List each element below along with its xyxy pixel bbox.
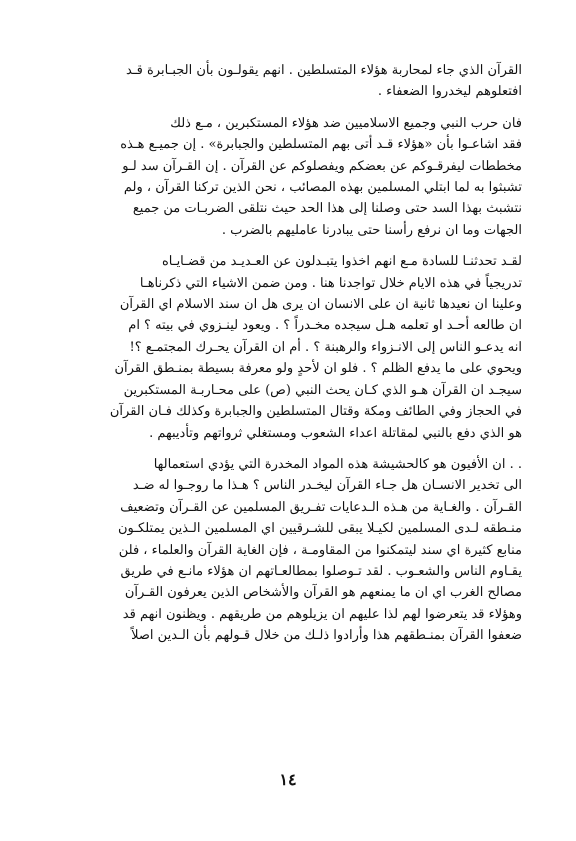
text-line: ان طالعه أحـد او تعلمه هـل سيجده مخـدراً ؟ . ويعود لينـزوي في بيته ؟ ام bbox=[128, 318, 522, 334]
text-line: منابع كثيرة اي سند ليتمكنوا من المقاومـة ، فإن الغاية القرآن والعلماء ، فلن bbox=[118, 542, 522, 558]
text-line: يقـاوم الناس والشعـوب . لقد تـوصلوا بمطالعـاتهم ان هؤلاء مانـع في طريق bbox=[120, 563, 522, 579]
text-line: هو الذي دفع بالنبي لمقاتلة اعداء الشعوب ومستغلي ثرواتهم وتأديبهم . bbox=[149, 425, 522, 441]
text-line: مخططات ليفرقـوكم عن بعضكم ويفصلوكم عن القرآن . إن القـرآن سد لـو bbox=[122, 158, 522, 174]
paragraph-1 bbox=[62, 60, 522, 103]
text-line: سيجـد ان القرآن هـو الذي كـان يحث النبي (ص) على محـاربـة المستكبرين bbox=[123, 382, 522, 398]
text-line: الى تخدير الانسـان هل جـاء القرآن ليخـدر الناس ؟ هـذا ما روجـوا له ضـد bbox=[132, 478, 522, 494]
paragraph-4 bbox=[62, 454, 522, 647]
page-number: ١٤ bbox=[279, 770, 297, 789]
text-line: وهؤلاء قد يتعرضوا لهم لذا عليهم ان يزيلوهم من طريقهم . ويظنون انهم قد bbox=[122, 606, 522, 622]
text-line: الجهات وما ان نرفع رأسنا حتى يبادرنا عامليهم بالضرب . bbox=[221, 222, 522, 238]
text-line: ضعفوا القرآن بمنـطقهم هذا وأرادوا ذلـك من خلال قـولهم بأن الـدين اصلاً bbox=[131, 628, 522, 644]
text-line: وعلينا ان نعيدها ثانية ان على الانسان ان يرى هل ان سند الاسلام اي القرآن bbox=[119, 297, 522, 313]
paragraph-3 bbox=[62, 251, 522, 444]
text-line: . . ان الأفيون هو كالحشيشة هذه المواد المخدرة التي يؤدي استعمالها bbox=[153, 456, 522, 472]
text-line: فقد اشاعـوا بأن «هؤلاء قـد أتى بهم المتسلطين والجبابرة» . إن جميـع هـذه bbox=[120, 137, 522, 153]
paragraph-2 bbox=[62, 113, 522, 241]
text-line: فان حرب النبي وجميع الاسلاميين ضد هؤلاء المستكبرين ، مـع ذلك bbox=[170, 115, 522, 131]
document-page bbox=[62, 60, 522, 760]
text-line: لقـد تحدثنـا للسادة مـع انهم اخذوا يتبـدلون عن العـديـد من قضـايـاه bbox=[161, 254, 522, 270]
text-line: افتعلوهم ليخدروا الضعفاء . bbox=[377, 84, 522, 100]
text-line: مصالح الغرب اي ان ما يمنعهم هو القرآن والأشخاص الذين يعرفون القـرآن bbox=[124, 585, 522, 601]
text-line: انه يدعـو الناس إلى الانـزواء والرهبنة ؟ . أم ان القرآن يحـرك المجتمـع ؟! bbox=[129, 339, 522, 355]
text-line: تشبثوا به لما ابتلي المسلمين بهذه المصائب ، نحن الذين تركنا القرآن ، ولم bbox=[123, 180, 522, 196]
text-line: نتشبث بهذا السد حتى وصلنا إلى هذا الحد حيث نتلقى الضربـات من جميع bbox=[132, 201, 522, 217]
text-line: تدريجياً في هذه الايام خلال تواجدنا هنا . ومن ضمن الاشياء التي ذكرناهـا bbox=[139, 275, 522, 291]
text-line: القرآن الذي جاء لمحاربة هؤلاء المتسلطين . انهم يقولـون بأن الجبـابرة قـد bbox=[126, 63, 522, 78]
text-line: منـطقه لـدى المسلمين لكيـلا يبقى للشـرقيين اي المسلمين الـذين يمتلكـون bbox=[117, 521, 522, 537]
text-line: في الحجاز وفي الطائف ومكة وقتال المتسلطين والجبابرة وكذلك فـان القرآن bbox=[109, 404, 522, 420]
text-line: ويحوي على ما يدفع الظلم ؟ . فلو ان لأحدٍ ولو معرفة بسيطة بمنـطق القرآن bbox=[114, 361, 522, 377]
text-line: القـرآن . والغـاية من هـذه الـدعايات تفـريق المسلمين عن القـرآن وتضعيف bbox=[120, 499, 522, 515]
